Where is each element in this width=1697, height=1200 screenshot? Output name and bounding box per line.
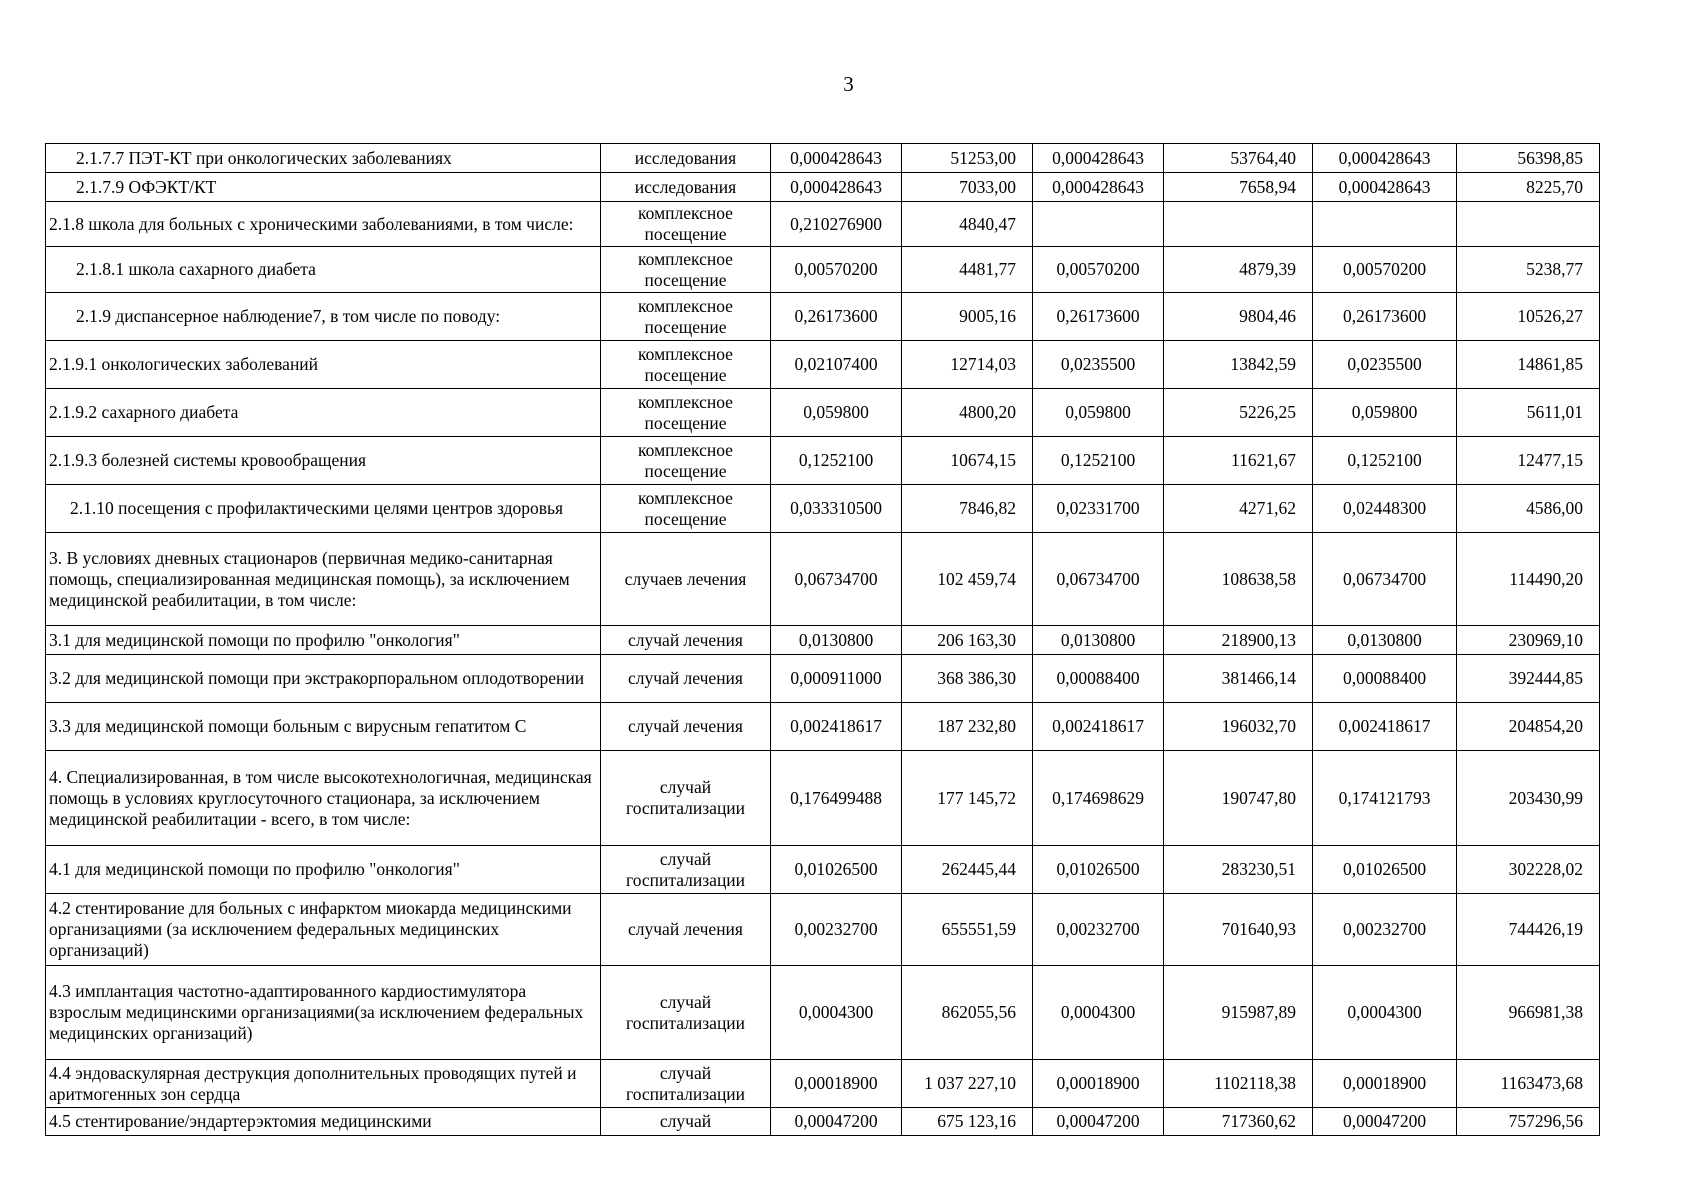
table-row: [46, 703, 1600, 751]
indicator-name-cell: 3. В условиях дневных стационаров (первичная медико-санитарная помощь, специализированная медицинская помощь), за исключением медицинской реабилитации, в том числе:: [46, 533, 601, 626]
table-row: [46, 144, 1600, 173]
cost-value-cell: 675 123,16: [902, 1108, 1033, 1136]
cost-value-cell: 4840,47: [902, 202, 1033, 247]
cost-value-cell: 56398,85: [1457, 144, 1600, 173]
table-row: [46, 341, 1600, 389]
norm-value-cell: 0,0004300: [1033, 966, 1164, 1060]
cost-value-cell: 5226,25: [1164, 389, 1313, 437]
norm-value-cell: 0,0004300: [771, 966, 902, 1060]
table-row: [46, 389, 1600, 437]
indicator-name-cell: 2.1.7.7 ПЭТ-КТ при онкологических заболеваниях: [46, 144, 601, 173]
cost-value-cell: 12714,03: [902, 341, 1033, 389]
unit-cell: случай госпитализации: [601, 846, 771, 894]
unit-cell: случай госпитализации: [601, 966, 771, 1060]
cost-value-cell: 655551,59: [902, 894, 1033, 966]
norm-value-cell: 0,000428643: [1033, 144, 1164, 173]
unit-cell: исследования: [601, 144, 771, 173]
norm-value-cell: 0,000428643: [1313, 173, 1457, 202]
indicator-name-cell: 4. Специализированная, в том числе высокотехнологичная, медицинская помощь в условиях круглосуточного стационара, за исключением медицинской реабилитации - всего, в том числе:: [46, 751, 601, 846]
page-number: 3: [843, 72, 854, 96]
unit-cell: случай: [601, 1108, 771, 1136]
norm-value-cell: 0,01026500: [771, 846, 902, 894]
cost-value-cell: 4586,00: [1457, 485, 1600, 533]
cost-value-cell: 302228,02: [1457, 846, 1600, 894]
norm-value-cell: 0,000428643: [771, 144, 902, 173]
norm-value-cell: 0,26173600: [771, 293, 902, 341]
cost-value-cell: 915987,89: [1164, 966, 1313, 1060]
cost-value-cell: 262445,44: [902, 846, 1033, 894]
cost-value-cell: 1163473,68: [1457, 1060, 1600, 1108]
unit-cell: случаев лечения: [601, 533, 771, 626]
table-row: [46, 293, 1600, 341]
cost-value-cell: 4481,77: [902, 247, 1033, 293]
norm-value-cell: 0,000911000: [771, 655, 902, 703]
norm-value-cell: 0,059800: [1313, 389, 1457, 437]
cost-value-cell: 206 163,30: [902, 626, 1033, 655]
cost-value-cell: 203430,99: [1457, 751, 1600, 846]
norm-value-cell: 0,00018900: [771, 1060, 902, 1108]
norm-value-cell: 0,000428643: [1033, 173, 1164, 202]
norm-value-cell: 0,1252100: [771, 437, 902, 485]
cost-value-cell: 10526,27: [1457, 293, 1600, 341]
indicator-name-cell: 4.3 имплантация частотно-адаптированного кардиостимулятора взрослым медицинскими организациями(за исключением федеральных медицинских организаций): [46, 966, 601, 1060]
norm-value-cell: 0,174698629: [1033, 751, 1164, 846]
norm-value-cell: 0,0004300: [1313, 966, 1457, 1060]
cost-value-cell: 187 232,80: [902, 703, 1033, 751]
cost-value-cell: 392444,85: [1457, 655, 1600, 703]
unit-cell: случай лечения: [601, 703, 771, 751]
unit-cell: комплексное посещение: [601, 202, 771, 247]
norm-value-cell: 0,000428643: [1313, 144, 1457, 173]
cost-value-cell: 5611,01: [1457, 389, 1600, 437]
norm-value-cell: 0,1252100: [1033, 437, 1164, 485]
cost-value-cell: [1457, 202, 1600, 247]
indicator-name-cell: 2.1.9.1 онкологических заболеваний: [46, 341, 601, 389]
norm-value-cell: 0,01026500: [1033, 846, 1164, 894]
table-row: [46, 894, 1600, 966]
cost-value-cell: 12477,15: [1457, 437, 1600, 485]
table-row: [46, 485, 1600, 533]
cost-value-cell: 8225,70: [1457, 173, 1600, 202]
norm-value-cell: 0,26173600: [1313, 293, 1457, 341]
norm-value-cell: 0,176499488: [771, 751, 902, 846]
table-row: [46, 173, 1600, 202]
unit-cell: комплексное посещение: [601, 293, 771, 341]
norm-value-cell: 0,06734700: [771, 533, 902, 626]
indicator-name-cell: 2.1.10 посещения с профилактическими целями центров здоровья: [46, 485, 601, 533]
cost-value-cell: 13842,59: [1164, 341, 1313, 389]
norm-value-cell: 0,00088400: [1033, 655, 1164, 703]
cost-value-cell: 283230,51: [1164, 846, 1313, 894]
norm-value-cell: 0,059800: [771, 389, 902, 437]
cost-value-cell: 966981,38: [1457, 966, 1600, 1060]
cost-value-cell: 108638,58: [1164, 533, 1313, 626]
norm-value-cell: 0,00018900: [1313, 1060, 1457, 1108]
cost-value-cell: 53764,40: [1164, 144, 1313, 173]
cost-value-cell: 11621,67: [1164, 437, 1313, 485]
indicator-name-cell: 2.1.7.9 ОФЭКТ/КТ: [46, 173, 601, 202]
table-row: [46, 1060, 1600, 1108]
cost-value-cell: 4271,62: [1164, 485, 1313, 533]
cost-value-cell: 14861,85: [1457, 341, 1600, 389]
indicator-name-cell: 4.5 стентирование/эндартерэктомия медицинскими: [46, 1108, 601, 1136]
norm-value-cell: 0,00232700: [1313, 894, 1457, 966]
norm-value-cell: 0,0235500: [1033, 341, 1164, 389]
indicator-name-cell: 3.1 для медицинской помощи по профилю "онкология": [46, 626, 601, 655]
cost-value-cell: 7658,94: [1164, 173, 1313, 202]
norm-value-cell: 0,00018900: [1033, 1060, 1164, 1108]
norm-value-cell: [1033, 202, 1164, 247]
norm-value-cell: 0,033310500: [771, 485, 902, 533]
table-row: [46, 202, 1600, 247]
indicator-name-cell: 3.2 для медицинской помощи при экстракорпоральном оплодотворении: [46, 655, 601, 703]
norm-value-cell: 0,002418617: [1313, 703, 1457, 751]
indicator-name-cell: 3.3 для медицинской помощи больным с вирусным гепатитом С: [46, 703, 601, 751]
norm-value-cell: 0,00232700: [1033, 894, 1164, 966]
unit-cell: исследования: [601, 173, 771, 202]
unit-cell: комплексное посещение: [601, 389, 771, 437]
cost-value-cell: 1 037 227,10: [902, 1060, 1033, 1108]
norm-value-cell: 0,02331700: [1033, 485, 1164, 533]
norm-value-cell: 0,00232700: [771, 894, 902, 966]
indicator-name-cell: 2.1.8.1 школа сахарного диабета: [46, 247, 601, 293]
norm-value-cell: 0,00047200: [771, 1108, 902, 1136]
cost-value-cell: 757296,56: [1457, 1108, 1600, 1136]
indicator-name-cell: 4.1 для медицинской помощи по профилю "онкология": [46, 846, 601, 894]
norm-value-cell: 0,174121793: [1313, 751, 1457, 846]
norm-value-cell: 0,01026500: [1313, 846, 1457, 894]
cost-value-cell: 102 459,74: [902, 533, 1033, 626]
indicator-name-cell: 2.1.9.3 болезней системы кровообращения: [46, 437, 601, 485]
norm-value-cell: 0,002418617: [1033, 703, 1164, 751]
norm-value-cell: 0,00047200: [1313, 1108, 1457, 1136]
cost-value-cell: 381466,14: [1164, 655, 1313, 703]
table-row: [46, 533, 1600, 626]
norm-value-cell: 0,002418617: [771, 703, 902, 751]
table-row: [46, 437, 1600, 485]
indicator-name-cell: 2.1.8 школа для больных с хроническими заболеваниями, в том числе:: [46, 202, 601, 247]
cost-value-cell: 5238,77: [1457, 247, 1600, 293]
indicator-name-cell: 4.2 стентирование для больных с инфарктом миокарда медицинскими организациями (за исключением федеральных медицинских организаций): [46, 894, 601, 966]
cost-value-cell: 4879,39: [1164, 247, 1313, 293]
cost-value-cell: 862055,56: [902, 966, 1033, 1060]
table-row: [46, 626, 1600, 655]
norm-value-cell: 0,02107400: [771, 341, 902, 389]
norm-value-cell: 0,059800: [1033, 389, 1164, 437]
cost-value-cell: 368 386,30: [902, 655, 1033, 703]
cost-value-cell: 190747,80: [1164, 751, 1313, 846]
unit-cell: случай лечения: [601, 626, 771, 655]
norm-value-cell: 0,0130800: [1313, 626, 1457, 655]
norm-value-cell: 0,00570200: [771, 247, 902, 293]
cost-value-cell: 230969,10: [1457, 626, 1600, 655]
norm-value-cell: 0,210276900: [771, 202, 902, 247]
table-row: [46, 655, 1600, 703]
unit-cell: комплексное посещение: [601, 341, 771, 389]
unit-cell: случай госпитализации: [601, 751, 771, 846]
norm-value-cell: 0,00570200: [1313, 247, 1457, 293]
cost-value-cell: 701640,93: [1164, 894, 1313, 966]
table-row: [46, 1108, 1600, 1136]
cost-value-cell: 177 145,72: [902, 751, 1033, 846]
indicator-name-cell: 4.4 эндоваскулярная деструкция дополнительных проводящих путей и аритмогенных зон сердца: [46, 1060, 601, 1108]
norm-value-cell: 0,00088400: [1313, 655, 1457, 703]
cost-value-cell: 9005,16: [902, 293, 1033, 341]
norm-value-cell: 0,000428643: [771, 173, 902, 202]
unit-cell: случай лечения: [601, 655, 771, 703]
norm-value-cell: 0,0130800: [1033, 626, 1164, 655]
cost-value-cell: 114490,20: [1457, 533, 1600, 626]
norm-value-cell: 0,06734700: [1313, 533, 1457, 626]
norm-value-cell: 0,0130800: [771, 626, 902, 655]
norm-value-cell: [1313, 202, 1457, 247]
cost-value-cell: 1102118,38: [1164, 1060, 1313, 1108]
unit-cell: комплексное посещение: [601, 437, 771, 485]
cost-value-cell: 4800,20: [902, 389, 1033, 437]
cost-value-cell: 7033,00: [902, 173, 1033, 202]
cost-value-cell: 9804,46: [1164, 293, 1313, 341]
norm-value-cell: 0,1252100: [1313, 437, 1457, 485]
cost-value-cell: [1164, 202, 1313, 247]
unit-cell: комплексное посещение: [601, 485, 771, 533]
unit-cell: случай лечения: [601, 894, 771, 966]
cost-value-cell: 196032,70: [1164, 703, 1313, 751]
norm-value-cell: 0,06734700: [1033, 533, 1164, 626]
table-row: [46, 751, 1600, 846]
cost-value-cell: 7846,82: [902, 485, 1033, 533]
unit-cell: комплексное посещение: [601, 247, 771, 293]
cost-value-cell: 218900,13: [1164, 626, 1313, 655]
norm-value-cell: 0,00570200: [1033, 247, 1164, 293]
table-row: [46, 966, 1600, 1060]
tariff-table: [45, 143, 1600, 1136]
table-row: [46, 247, 1600, 293]
indicator-name-cell: 2.1.9.2 сахарного диабета: [46, 389, 601, 437]
unit-cell: случай госпитализации: [601, 1060, 771, 1108]
norm-value-cell: 0,26173600: [1033, 293, 1164, 341]
norm-value-cell: 0,02448300: [1313, 485, 1457, 533]
cost-value-cell: 204854,20: [1457, 703, 1600, 751]
norm-value-cell: 0,00047200: [1033, 1108, 1164, 1136]
indicator-name-cell: 2.1.9 диспансерное наблюдение7, в том числе по поводу:: [46, 293, 601, 341]
cost-value-cell: 717360,62: [1164, 1108, 1313, 1136]
norm-value-cell: 0,0235500: [1313, 341, 1457, 389]
cost-value-cell: 744426,19: [1457, 894, 1600, 966]
cost-value-cell: 10674,15: [902, 437, 1033, 485]
cost-value-cell: 51253,00: [902, 144, 1033, 173]
table-row: [46, 846, 1600, 894]
